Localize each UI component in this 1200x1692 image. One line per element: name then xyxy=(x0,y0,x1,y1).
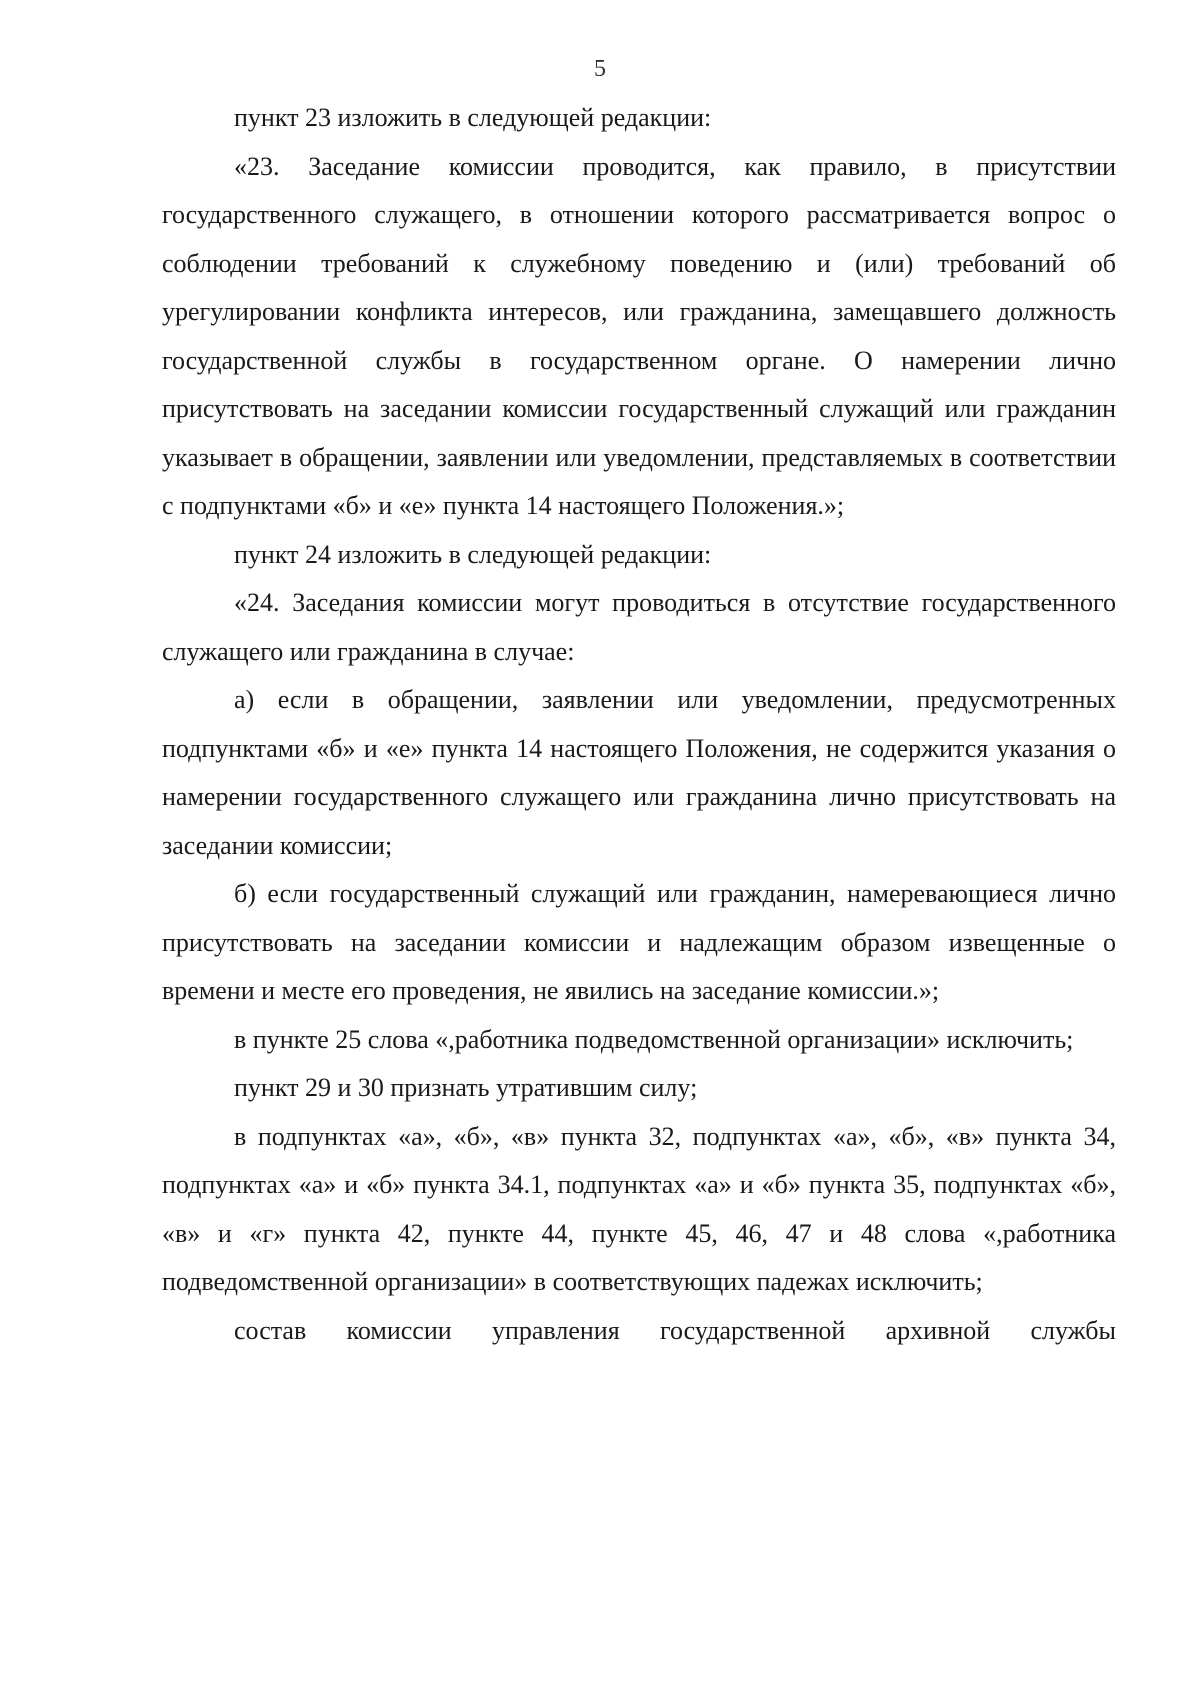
paragraph-commission-composition: состав комиссии управления государственной архивной службы xyxy=(234,1315,1116,1345)
document-body xyxy=(162,94,1116,1355)
paragraph-amend-24-intro: пункт 24 изложить в следующей редакции: xyxy=(234,539,712,569)
paragraph-clause-23: «23. Заседание комиссии проводится, как правило, в присутствии государственного служащего, в отношении которого рассматривается вопрос о соблюдении требований к служебному поведению и (или) требований об урегулировании конфликта интересов, или гражданина, замещавшего должность государственной службы в государственном органе. О намерении лично присутствовать на заседании комиссии государственный служащий или гражданин указывает в обращении, заявлении или уведомлении, представляемых в соответствии с подпунктами «б» и «е» пункта 14 настоящего Положения.»; xyxy=(162,151,1116,520)
paragraph-amend-23-intro: пункт 23 изложить в следующей редакции: xyxy=(234,103,712,132)
page-number: 5 xyxy=(594,56,606,82)
paragraph-clause-24-a: а) если в обращении, заявлении или уведомлении, предусмотренных подпунктами «б» и «е» пункта 14 настоящего Положения, не содержится указания о намерении государственного служащего или гражданина лично присутствовать на заседании комиссии; xyxy=(162,685,1116,860)
paragraph-clause-24: «24. Заседания комиссии могут проводиться в отсутствие государственного служащего или гражданина в случае: xyxy=(162,588,1116,666)
paragraph-amend-subclauses: в подпунктах «а», «б», «в» пункта 32, подпунктах «а», «б», «в» пункта 34, подпунктах «а» и «б» пункта 34.1, подпунктах «а» и «б» пункта 35, подпунктах «б», «в» и «г» пункта 42, пункте 44, пункте 45, 46, 47 и 48 слова «,работника подведомственной организации» в соответствующих падежах исключить; xyxy=(162,1121,1116,1296)
paragraph-amend-25: в пункте 25 слова «,работника подведомственной организации» исключить; xyxy=(234,1024,1074,1054)
paragraph-clause-24-b: б) если государственный служащий или гражданин, намеревающиеся лично присутствовать на заседании комиссии и надлежащим образом извещенные о времени и месте его проведения, не явились на заседание комиссии.»; xyxy=(162,879,1116,1005)
paragraph-amend-29-30: пункт 29 и 30 признать утратившим силу; xyxy=(234,1073,698,1102)
